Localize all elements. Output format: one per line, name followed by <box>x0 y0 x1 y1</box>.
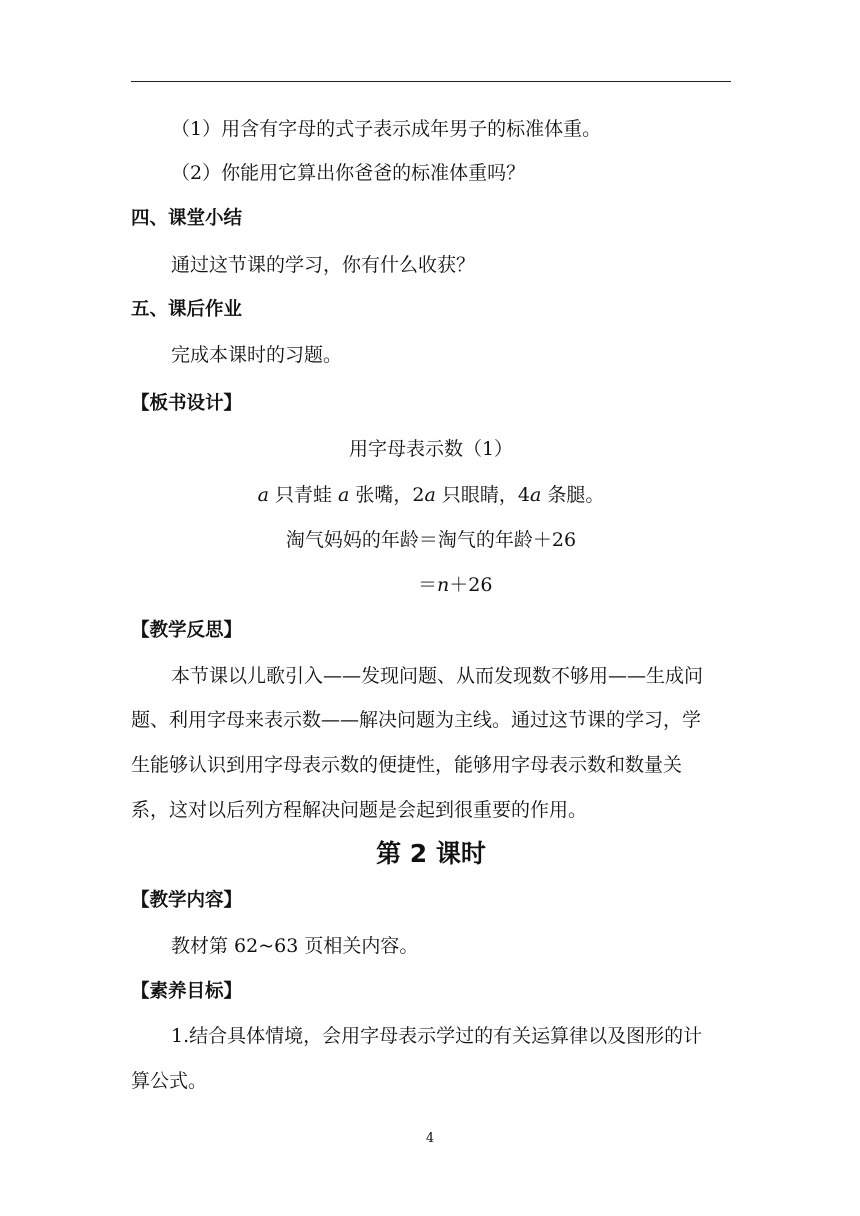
board-frog-line <box>131 482 731 508</box>
board-design-heading: 【板书设计】 <box>131 393 243 414</box>
var-a: a <box>338 484 350 506</box>
teaching-content-body: 教材第 62~63 页相关内容。 <box>171 935 419 957</box>
board-age-equation: 淘气妈妈的年龄＝淘气的年龄＋26 <box>285 529 577 551</box>
section-homework-body: 完成本课时的习题。 <box>171 344 343 366</box>
section-summary-heading: 四、课堂小结 <box>131 208 243 229</box>
text-seg: ＋26 <box>449 574 493 596</box>
section-homework-heading: 五、课后作业 <box>131 299 243 320</box>
question-2: （2）你能用它算出你爸爸的标准体重吗？ <box>171 162 526 184</box>
var-a: a <box>257 484 269 506</box>
text-seg: 只青蛙 <box>268 484 339 506</box>
section-summary-body: 通过这节课的学习，你有什么收获？ <box>171 254 476 276</box>
header-rule <box>131 81 731 82</box>
board-title: 用字母表示数（1） <box>348 438 514 460</box>
goal-1-line-2: 算公式。 <box>131 1070 208 1092</box>
var-n: n <box>437 574 450 596</box>
reflection-line-2: 题、利用字母来表示数——解决问题为主线。通过这节课的学习，学 <box>131 709 702 731</box>
page-number: 4 <box>425 1131 435 1146</box>
var-a: a <box>529 484 542 506</box>
text-seg: ＝ <box>418 574 438 596</box>
literacy-goals-heading: 【素养目标】 <box>131 981 243 1002</box>
teaching-content-heading: 【教学内容】 <box>131 890 243 911</box>
text-seg: 张嘴，2 <box>349 484 425 506</box>
text-seg: 只眼睛，4 <box>435 484 530 506</box>
lesson-2-title: 第 2 课时 <box>376 839 486 868</box>
reflection-line-1: 本节课以儿歌引入——发现问题、从而发现数不够用——生成问 <box>171 665 704 687</box>
var-a: a <box>424 484 436 506</box>
reflection-line-3: 生能够认识到用字母表示数的便捷性，能够用字母表示数和数量关 <box>131 754 683 776</box>
text-seg: 条腿。 <box>541 484 605 506</box>
question-1: （1）用含有字母的式子表示成年男子的标准体重。 <box>171 118 602 140</box>
goal-1-line-1: 1.结合具体情境，会用字母表示学过的有关运算律以及图形的计 <box>171 1025 703 1047</box>
reflection-heading: 【教学反思】 <box>131 620 243 641</box>
reflection-line-4: 系，这对以后列方程解决问题是会起到很重要的作用。 <box>131 799 588 821</box>
board-age-equation-2 <box>418 572 492 598</box>
